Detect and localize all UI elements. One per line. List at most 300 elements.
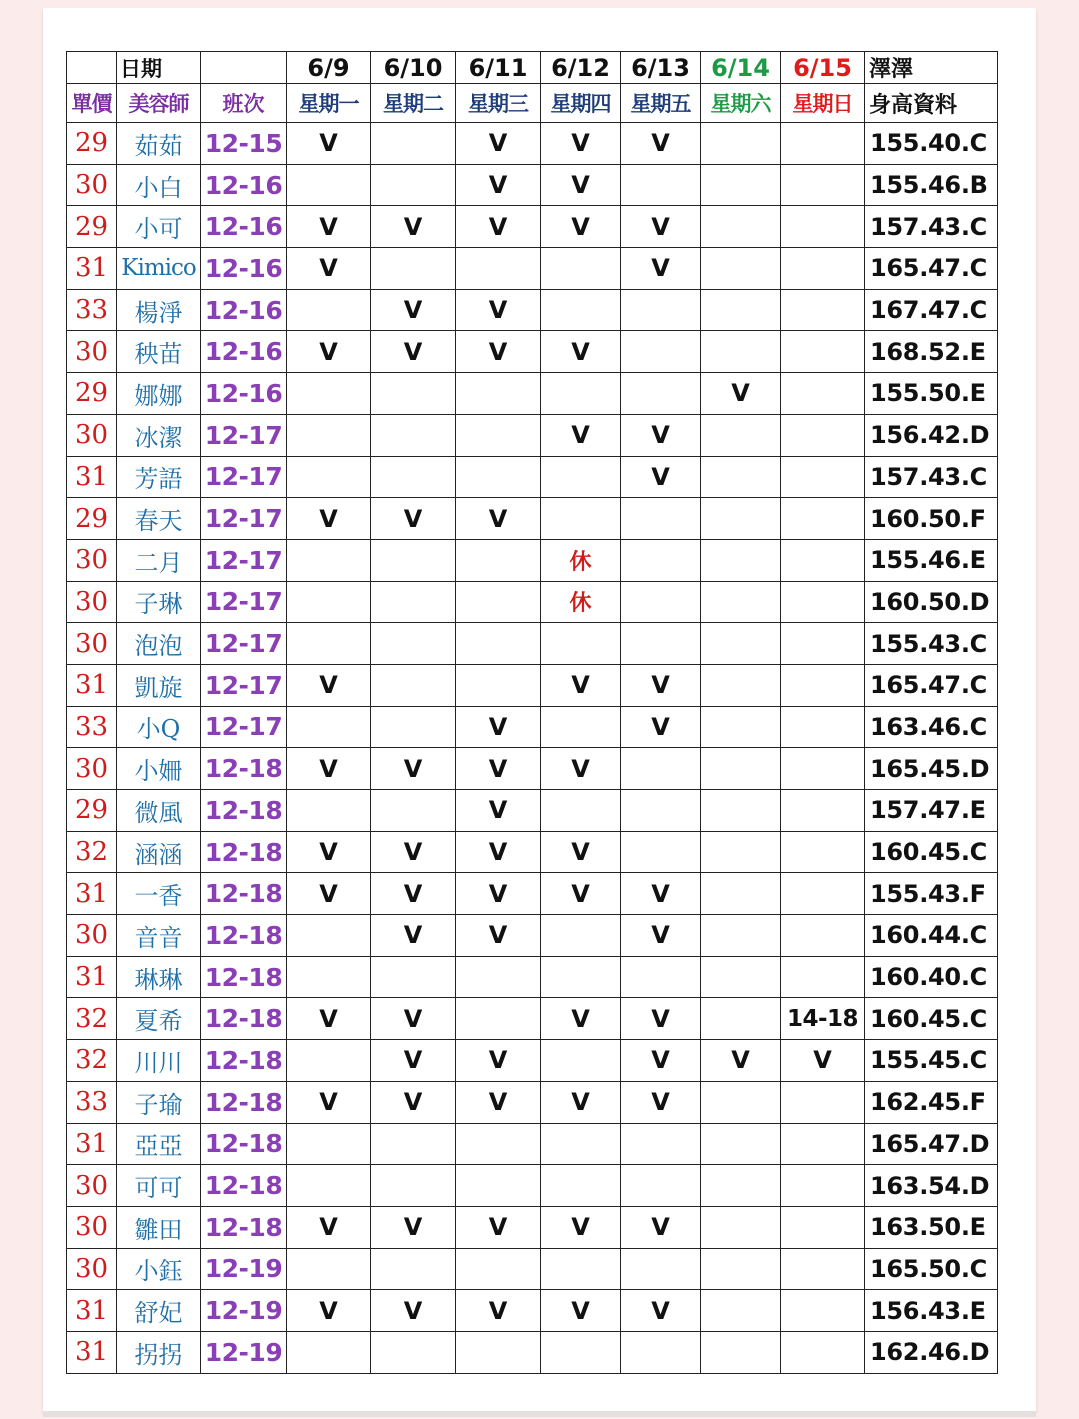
day-cell-sun <box>781 1206 865 1248</box>
day-cell-sun <box>781 915 865 957</box>
day-cell-tue <box>371 1331 456 1373</box>
day-cell-mon <box>287 706 371 748</box>
day-cell-wed: V <box>456 331 541 373</box>
staff-row <box>67 1081 998 1123</box>
day-cell-wed: V <box>456 1206 541 1248</box>
shift-cell: 12-16 <box>201 331 287 373</box>
staff-row <box>67 664 998 706</box>
day-cell-tue: V <box>371 498 456 540</box>
day-cell-fri <box>621 539 701 581</box>
day-cell-sun <box>781 164 865 206</box>
day-cell-sun <box>781 414 865 456</box>
day-cell-sat <box>701 123 781 165</box>
day-cell-sat <box>701 414 781 456</box>
height-data-cell: 163.50.E <box>865 1206 998 1248</box>
day-cell-wed: V <box>456 748 541 790</box>
day-cell-mon: V <box>287 748 371 790</box>
price-cell: 31 <box>67 1290 117 1332</box>
day-cell-sun <box>781 289 865 331</box>
date-sat: 6/14 <box>701 52 781 84</box>
day-cell-fri <box>621 1331 701 1373</box>
day-cell-sat <box>701 1165 781 1207</box>
day-cell-tue <box>371 248 456 290</box>
day-cell-sun <box>781 1331 865 1373</box>
day-cell-thu: V <box>541 1081 621 1123</box>
day-cell-wed <box>456 1331 541 1373</box>
day-cell-mon: V <box>287 1290 371 1332</box>
day-cell-sat <box>701 456 781 498</box>
staff-row <box>67 1290 998 1332</box>
staff-name-cell: 涵涵 <box>117 831 201 873</box>
day-cell-sat <box>701 498 781 540</box>
staff-name-cell: 拐拐 <box>117 1331 201 1373</box>
price-cell: 32 <box>67 831 117 873</box>
day-cell-sat <box>701 539 781 581</box>
weekday-sun: 星期日 <box>781 84 865 123</box>
height-data-cell: 160.44.C <box>865 915 998 957</box>
shift-cell: 12-18 <box>201 1040 287 1082</box>
day-cell-mon <box>287 456 371 498</box>
weekday-wed: 星期三 <box>456 84 541 123</box>
day-cell-thu <box>541 373 621 415</box>
day-cell-tue: V <box>371 998 456 1040</box>
day-cell-sat <box>701 1290 781 1332</box>
height-data-cell: 155.46.E <box>865 539 998 581</box>
day-cell-tue <box>371 790 456 832</box>
shift-cell: 12-18 <box>201 998 287 1040</box>
date-tue: 6/10 <box>371 52 456 84</box>
day-cell-sat <box>701 831 781 873</box>
day-cell-sat <box>701 623 781 665</box>
schedule-body <box>67 52 998 1374</box>
day-cell-fri <box>621 1165 701 1207</box>
day-cell-thu <box>541 1165 621 1207</box>
date-label: 日期 <box>117 52 201 84</box>
day-cell-fri: V <box>621 414 701 456</box>
day-cell-mon: V <box>287 123 371 165</box>
day-cell-wed: V <box>456 790 541 832</box>
day-cell-mon <box>287 164 371 206</box>
price-cell: 30 <box>67 581 117 623</box>
shift-cell: 12-16 <box>201 248 287 290</box>
staff-name-cell: 小姍 <box>117 748 201 790</box>
price-cell: 30 <box>67 1206 117 1248</box>
staff-row <box>67 206 998 248</box>
day-cell-wed: V <box>456 123 541 165</box>
shift-cell: 12-18 <box>201 956 287 998</box>
shift-cell: 12-17 <box>201 664 287 706</box>
day-cell-sun <box>781 623 865 665</box>
price-cell: 29 <box>67 790 117 832</box>
day-cell-mon <box>287 539 371 581</box>
day-cell-mon <box>287 790 371 832</box>
day-cell-wed: V <box>456 706 541 748</box>
shift-cell: 12-19 <box>201 1248 287 1290</box>
shift-cell: 12-17 <box>201 414 287 456</box>
day-cell-wed <box>456 998 541 1040</box>
day-cell-fri: V <box>621 706 701 748</box>
staff-row <box>67 831 998 873</box>
day-cell-thu <box>541 289 621 331</box>
day-cell-sun <box>781 1290 865 1332</box>
day-cell-tue <box>371 664 456 706</box>
day-cell-mon <box>287 1248 371 1290</box>
price-cell: 31 <box>67 956 117 998</box>
day-cell-thu <box>541 706 621 748</box>
day-cell-tue <box>371 1165 456 1207</box>
day-cell-sat <box>701 790 781 832</box>
staff-name-cell: 泡泡 <box>117 623 201 665</box>
day-cell-mon <box>287 956 371 998</box>
day-cell-sat <box>701 956 781 998</box>
day-cell-sun <box>781 748 865 790</box>
day-cell-tue <box>371 1123 456 1165</box>
day-cell-mon <box>287 1165 371 1207</box>
day-cell-wed: V <box>456 873 541 915</box>
staff-row <box>67 123 998 165</box>
day-cell-fri <box>621 1123 701 1165</box>
height-data-cell: 165.47.C <box>865 664 998 706</box>
staff-name-cell: 凱旋 <box>117 664 201 706</box>
header-blank-cell <box>67 52 117 84</box>
height-data-cell: 156.42.D <box>865 414 998 456</box>
day-cell-sat: V <box>701 1040 781 1082</box>
day-cell-tue: V <box>371 289 456 331</box>
staff-row <box>67 373 998 415</box>
day-cell-fri: V <box>621 915 701 957</box>
price-cell: 32 <box>67 998 117 1040</box>
day-cell-sun <box>781 331 865 373</box>
day-cell-mon <box>287 915 371 957</box>
day-cell-wed <box>456 248 541 290</box>
day-cell-tue: V <box>371 1290 456 1332</box>
height-data-cell: 157.43.C <box>865 456 998 498</box>
day-cell-fri <box>621 623 701 665</box>
day-cell-thu <box>541 1331 621 1373</box>
day-cell-sun <box>781 956 865 998</box>
day-cell-thu: V <box>541 831 621 873</box>
weekday-thu: 星期四 <box>541 84 621 123</box>
staff-name-cell: 芳語 <box>117 456 201 498</box>
staff-row <box>67 623 998 665</box>
day-cell-sat <box>701 1123 781 1165</box>
shift-cell: 12-16 <box>201 206 287 248</box>
height-data-cell: 155.45.C <box>865 1040 998 1082</box>
day-cell-thu <box>541 623 621 665</box>
day-cell-sat <box>701 1331 781 1373</box>
shift-cell: 12-18 <box>201 790 287 832</box>
day-cell-thu: V <box>541 414 621 456</box>
staff-row <box>67 748 998 790</box>
height-data-cell: 160.45.C <box>865 831 998 873</box>
day-cell-tue <box>371 414 456 456</box>
height-data-cell: 165.50.C <box>865 1248 998 1290</box>
day-cell-tue: V <box>371 915 456 957</box>
staff-name-cell: 楊淨 <box>117 289 201 331</box>
staff-row <box>67 164 998 206</box>
day-cell-sun <box>781 206 865 248</box>
height-data-cell: 155.43.F <box>865 873 998 915</box>
staff-name-cell: 可可 <box>117 1165 201 1207</box>
day-cell-fri <box>621 498 701 540</box>
day-cell-fri <box>621 831 701 873</box>
price-cell: 33 <box>67 289 117 331</box>
day-cell-thu <box>541 498 621 540</box>
day-cell-mon: V <box>287 498 371 540</box>
day-cell-thu: V <box>541 998 621 1040</box>
sheet-shadow <box>43 1411 1036 1417</box>
day-cell-fri: V <box>621 206 701 248</box>
staff-name-cell: 茹茹 <box>117 123 201 165</box>
day-cell-mon <box>287 289 371 331</box>
date-thu: 6/12 <box>541 52 621 84</box>
day-cell-thu: V <box>541 1206 621 1248</box>
price-cell: 33 <box>67 706 117 748</box>
staff-row <box>67 414 998 456</box>
day-cell-wed <box>456 623 541 665</box>
day-cell-wed <box>456 456 541 498</box>
height-data-cell: 163.46.C <box>865 706 998 748</box>
staff-name-cell: 夏希 <box>117 998 201 1040</box>
price-cell: 30 <box>67 539 117 581</box>
staff-name-cell: 子琳 <box>117 581 201 623</box>
day-cell-wed <box>456 1248 541 1290</box>
shift-cell: 12-19 <box>201 1331 287 1373</box>
day-cell-fri: V <box>621 248 701 290</box>
height-data-cell: 157.43.C <box>865 206 998 248</box>
height-column-header: 身高資料 <box>865 84 998 123</box>
day-cell-thu <box>541 956 621 998</box>
day-cell-wed: V <box>456 1040 541 1082</box>
shift-cell: 12-19 <box>201 1290 287 1332</box>
height-data-cell: 162.46.D <box>865 1331 998 1373</box>
day-cell-sun: V <box>781 1040 865 1082</box>
day-cell-fri <box>621 164 701 206</box>
day-cell-fri <box>621 1248 701 1290</box>
staff-row <box>67 1123 998 1165</box>
day-cell-thu: V <box>541 164 621 206</box>
day-cell-sat <box>701 664 781 706</box>
staff-name-cell: 舒妃 <box>117 1290 201 1332</box>
shift-cell: 12-18 <box>201 873 287 915</box>
price-cell: 31 <box>67 248 117 290</box>
price-cell: 30 <box>67 1165 117 1207</box>
staff-name-cell: 川川 <box>117 1040 201 1082</box>
price-cell: 30 <box>67 164 117 206</box>
column-header-row <box>67 84 998 123</box>
day-cell-tue: V <box>371 831 456 873</box>
shift-cell: 12-18 <box>201 1165 287 1207</box>
price-cell: 31 <box>67 1331 117 1373</box>
day-cell-sat <box>701 581 781 623</box>
day-cell-fri: V <box>621 1040 701 1082</box>
height-data-cell: 160.45.C <box>865 998 998 1040</box>
day-cell-fri <box>621 581 701 623</box>
day-cell-thu: V <box>541 331 621 373</box>
staff-row <box>67 331 998 373</box>
day-cell-thu: V <box>541 1290 621 1332</box>
date-mon: 6/9 <box>287 52 371 84</box>
day-cell-tue: V <box>371 1040 456 1082</box>
height-data-cell: 165.45.D <box>865 748 998 790</box>
day-cell-fri: V <box>621 1206 701 1248</box>
day-cell-mon: V <box>287 1206 371 1248</box>
staff-name-cell: 雛田 <box>117 1206 201 1248</box>
day-cell-sat <box>701 164 781 206</box>
day-cell-sat <box>701 706 781 748</box>
weekday-mon: 星期一 <box>287 84 371 123</box>
staff-name-cell: 小鈺 <box>117 1248 201 1290</box>
price-cell: 30 <box>67 915 117 957</box>
staff-column-header: 美容師 <box>117 84 201 123</box>
shift-cell: 12-18 <box>201 831 287 873</box>
day-cell-wed <box>456 414 541 456</box>
staff-row <box>67 706 998 748</box>
day-cell-tue <box>371 164 456 206</box>
date-header-row <box>67 52 998 84</box>
day-cell-sun <box>781 831 865 873</box>
day-cell-fri: V <box>621 456 701 498</box>
staff-name-cell: 微風 <box>117 790 201 832</box>
day-cell-fri <box>621 331 701 373</box>
shift-cell: 12-17 <box>201 623 287 665</box>
height-data-cell: 157.47.E <box>865 790 998 832</box>
weekday-sat: 星期六 <box>701 84 781 123</box>
price-cell: 29 <box>67 498 117 540</box>
day-cell-wed: V <box>456 498 541 540</box>
day-cell-tue <box>371 623 456 665</box>
day-cell-wed <box>456 1165 541 1207</box>
day-cell-fri: V <box>621 873 701 915</box>
day-cell-sun <box>781 1165 865 1207</box>
day-cell-fri: V <box>621 1290 701 1332</box>
day-cell-wed <box>456 373 541 415</box>
day-cell-sun <box>781 873 865 915</box>
day-cell-tue <box>371 539 456 581</box>
day-cell-sun <box>781 664 865 706</box>
staff-row <box>67 956 998 998</box>
day-cell-sat <box>701 998 781 1040</box>
day-cell-tue <box>371 1248 456 1290</box>
day-cell-wed <box>456 539 541 581</box>
shift-cell: 12-16 <box>201 164 287 206</box>
day-cell-sun <box>781 1081 865 1123</box>
price-cell: 31 <box>67 456 117 498</box>
date-sun: 6/15 <box>781 52 865 84</box>
staff-row <box>67 790 998 832</box>
day-cell-mon: V <box>287 206 371 248</box>
staff-row <box>67 456 998 498</box>
shift-cell: 12-17 <box>201 581 287 623</box>
shift-column-header: 班次 <box>201 84 287 123</box>
staff-name-cell: 春天 <box>117 498 201 540</box>
day-cell-wed: V <box>456 831 541 873</box>
shift-cell: 12-17 <box>201 706 287 748</box>
day-cell-wed <box>456 956 541 998</box>
day-cell-sat <box>701 1206 781 1248</box>
shift-cell: 12-17 <box>201 539 287 581</box>
staff-name-cell: 小可 <box>117 206 201 248</box>
day-cell-tue <box>371 373 456 415</box>
height-data-cell: 160.40.C <box>865 956 998 998</box>
staff-row <box>67 248 998 290</box>
day-cell-thu: 休 <box>541 539 621 581</box>
height-data-cell: 165.47.C <box>865 248 998 290</box>
day-cell-mon <box>287 414 371 456</box>
price-cell: 31 <box>67 873 117 915</box>
day-cell-sun <box>781 581 865 623</box>
day-cell-sun <box>781 248 865 290</box>
day-cell-sun <box>781 123 865 165</box>
day-cell-thu <box>541 456 621 498</box>
shift-cell: 12-18 <box>201 1081 287 1123</box>
day-cell-mon <box>287 581 371 623</box>
staff-row <box>67 1206 998 1248</box>
price-cell: 29 <box>67 123 117 165</box>
height-data-cell: 155.46.B <box>865 164 998 206</box>
staff-name-cell: 小白 <box>117 164 201 206</box>
day-cell-mon: V <box>287 998 371 1040</box>
day-cell-fri: V <box>621 1081 701 1123</box>
day-cell-tue: V <box>371 1206 456 1248</box>
day-cell-tue <box>371 706 456 748</box>
height-data-cell: 155.40.C <box>865 123 998 165</box>
shift-cell: 12-15 <box>201 123 287 165</box>
price-cell: 32 <box>67 1040 117 1082</box>
price-cell: 31 <box>67 664 117 706</box>
staff-name-cell: 冰潔 <box>117 414 201 456</box>
day-cell-mon <box>287 1123 371 1165</box>
day-cell-tue <box>371 581 456 623</box>
staff-name-cell: 小Q <box>117 706 201 748</box>
day-cell-sat <box>701 1081 781 1123</box>
day-cell-fri <box>621 373 701 415</box>
staff-name-cell: 琳琳 <box>117 956 201 998</box>
day-cell-wed: V <box>456 206 541 248</box>
staff-row <box>67 1331 998 1373</box>
day-cell-sun <box>781 539 865 581</box>
day-cell-mon: V <box>287 1081 371 1123</box>
staff-name-cell: 娜娜 <box>117 373 201 415</box>
header-blank-cell <box>201 52 287 84</box>
day-cell-mon <box>287 1040 371 1082</box>
staff-name-cell: 亞亞 <box>117 1123 201 1165</box>
day-cell-sun <box>781 498 865 540</box>
day-cell-wed: V <box>456 1290 541 1332</box>
day-cell-mon <box>287 373 371 415</box>
shift-cell: 12-16 <box>201 289 287 331</box>
day-cell-fri: V <box>621 123 701 165</box>
price-cell: 31 <box>67 1123 117 1165</box>
day-cell-sun <box>781 456 865 498</box>
day-cell-tue <box>371 956 456 998</box>
day-cell-thu: V <box>541 123 621 165</box>
day-cell-sat: V <box>701 373 781 415</box>
sheet-owner: 澤澤 <box>865 52 998 84</box>
staff-name-cell: 秧苗 <box>117 331 201 373</box>
day-cell-fri <box>621 748 701 790</box>
day-cell-sun <box>781 790 865 832</box>
height-data-cell: 165.47.D <box>865 1123 998 1165</box>
day-cell-sat <box>701 1248 781 1290</box>
day-cell-sun: 14-18 <box>781 998 865 1040</box>
day-cell-sat <box>701 873 781 915</box>
staff-row <box>67 498 998 540</box>
day-cell-sun <box>781 1248 865 1290</box>
weekday-fri: 星期五 <box>621 84 701 123</box>
day-cell-mon: V <box>287 873 371 915</box>
staff-row <box>67 998 998 1040</box>
